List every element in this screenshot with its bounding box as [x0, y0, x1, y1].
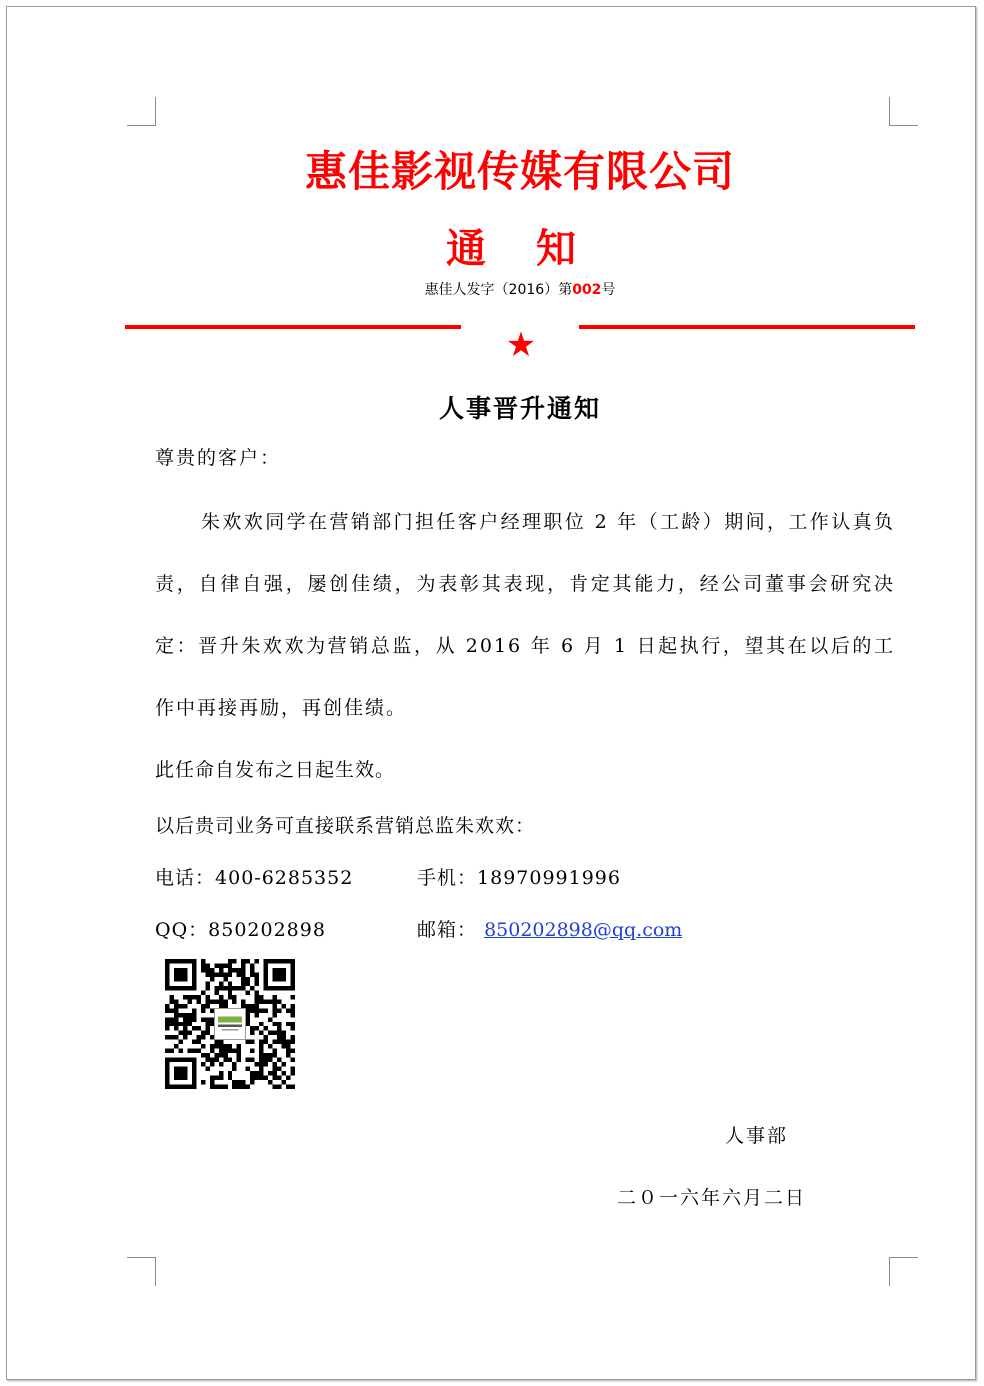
document-page: [6, 6, 976, 1380]
greeting: 尊贵的客户：: [155, 447, 282, 469]
qq-line: [155, 915, 326, 942]
notice-subject: 人事晋升通知: [438, 394, 601, 423]
red-divider-right: [579, 325, 915, 329]
document-number-value: 002: [572, 282, 602, 298]
phone-value: 400-6285352: [215, 867, 354, 889]
document-number-prefix: 惠佳人发字（2016）第: [424, 282, 573, 298]
document-number-suffix: 号: [601, 282, 616, 298]
contact-intro: 以后贵司业务可直接联系营销总监朱欢欢：: [155, 815, 536, 837]
qq-label: QQ：: [155, 919, 209, 941]
star-icon: ★: [505, 325, 537, 365]
document-number: [7, 279, 984, 299]
email-line: [417, 915, 682, 942]
qq-value: 850202898: [208, 919, 326, 941]
qr-code-icon: [165, 959, 295, 1089]
email-label: 邮箱：: [417, 919, 478, 941]
crop-mark-bottom-right: [889, 1257, 918, 1286]
phone-line: [155, 863, 353, 890]
red-divider-left: [125, 325, 461, 329]
email-link[interactable]: 850202898@qq.com: [484, 919, 683, 941]
crop-mark-bottom-left: [127, 1257, 156, 1286]
phone-label: 电话：: [155, 867, 216, 889]
mobile-value: 18970991996: [477, 867, 621, 889]
crop-mark-top-right: [889, 97, 918, 126]
company-name: 惠佳影视传媒有限公司: [304, 147, 735, 196]
issuing-department: 人事部: [725, 1125, 789, 1147]
notice-title: 通 知: [446, 226, 594, 272]
effective-statement: 此任命自发布之日起生效。: [155, 759, 396, 781]
issue-date: 二０一六年六月二日: [617, 1187, 807, 1209]
body-paragraph: 朱欢欢同学在营销部门担任客户经理职位 2 年（工龄）期间，工作认真负责，自律自强，屡创佳绩，为表彰其表现，肯定其能力，经公司董事会研究决定：晋升朱欢欢为营销总监，从 2016 年 6 月 1 日起执行，望其在以后的工作中再接再励，再创佳绩。: [155, 511, 895, 719]
mobile-line: [417, 863, 621, 890]
crop-mark-top-left: [127, 97, 156, 126]
mobile-label: 手机：: [417, 867, 478, 889]
